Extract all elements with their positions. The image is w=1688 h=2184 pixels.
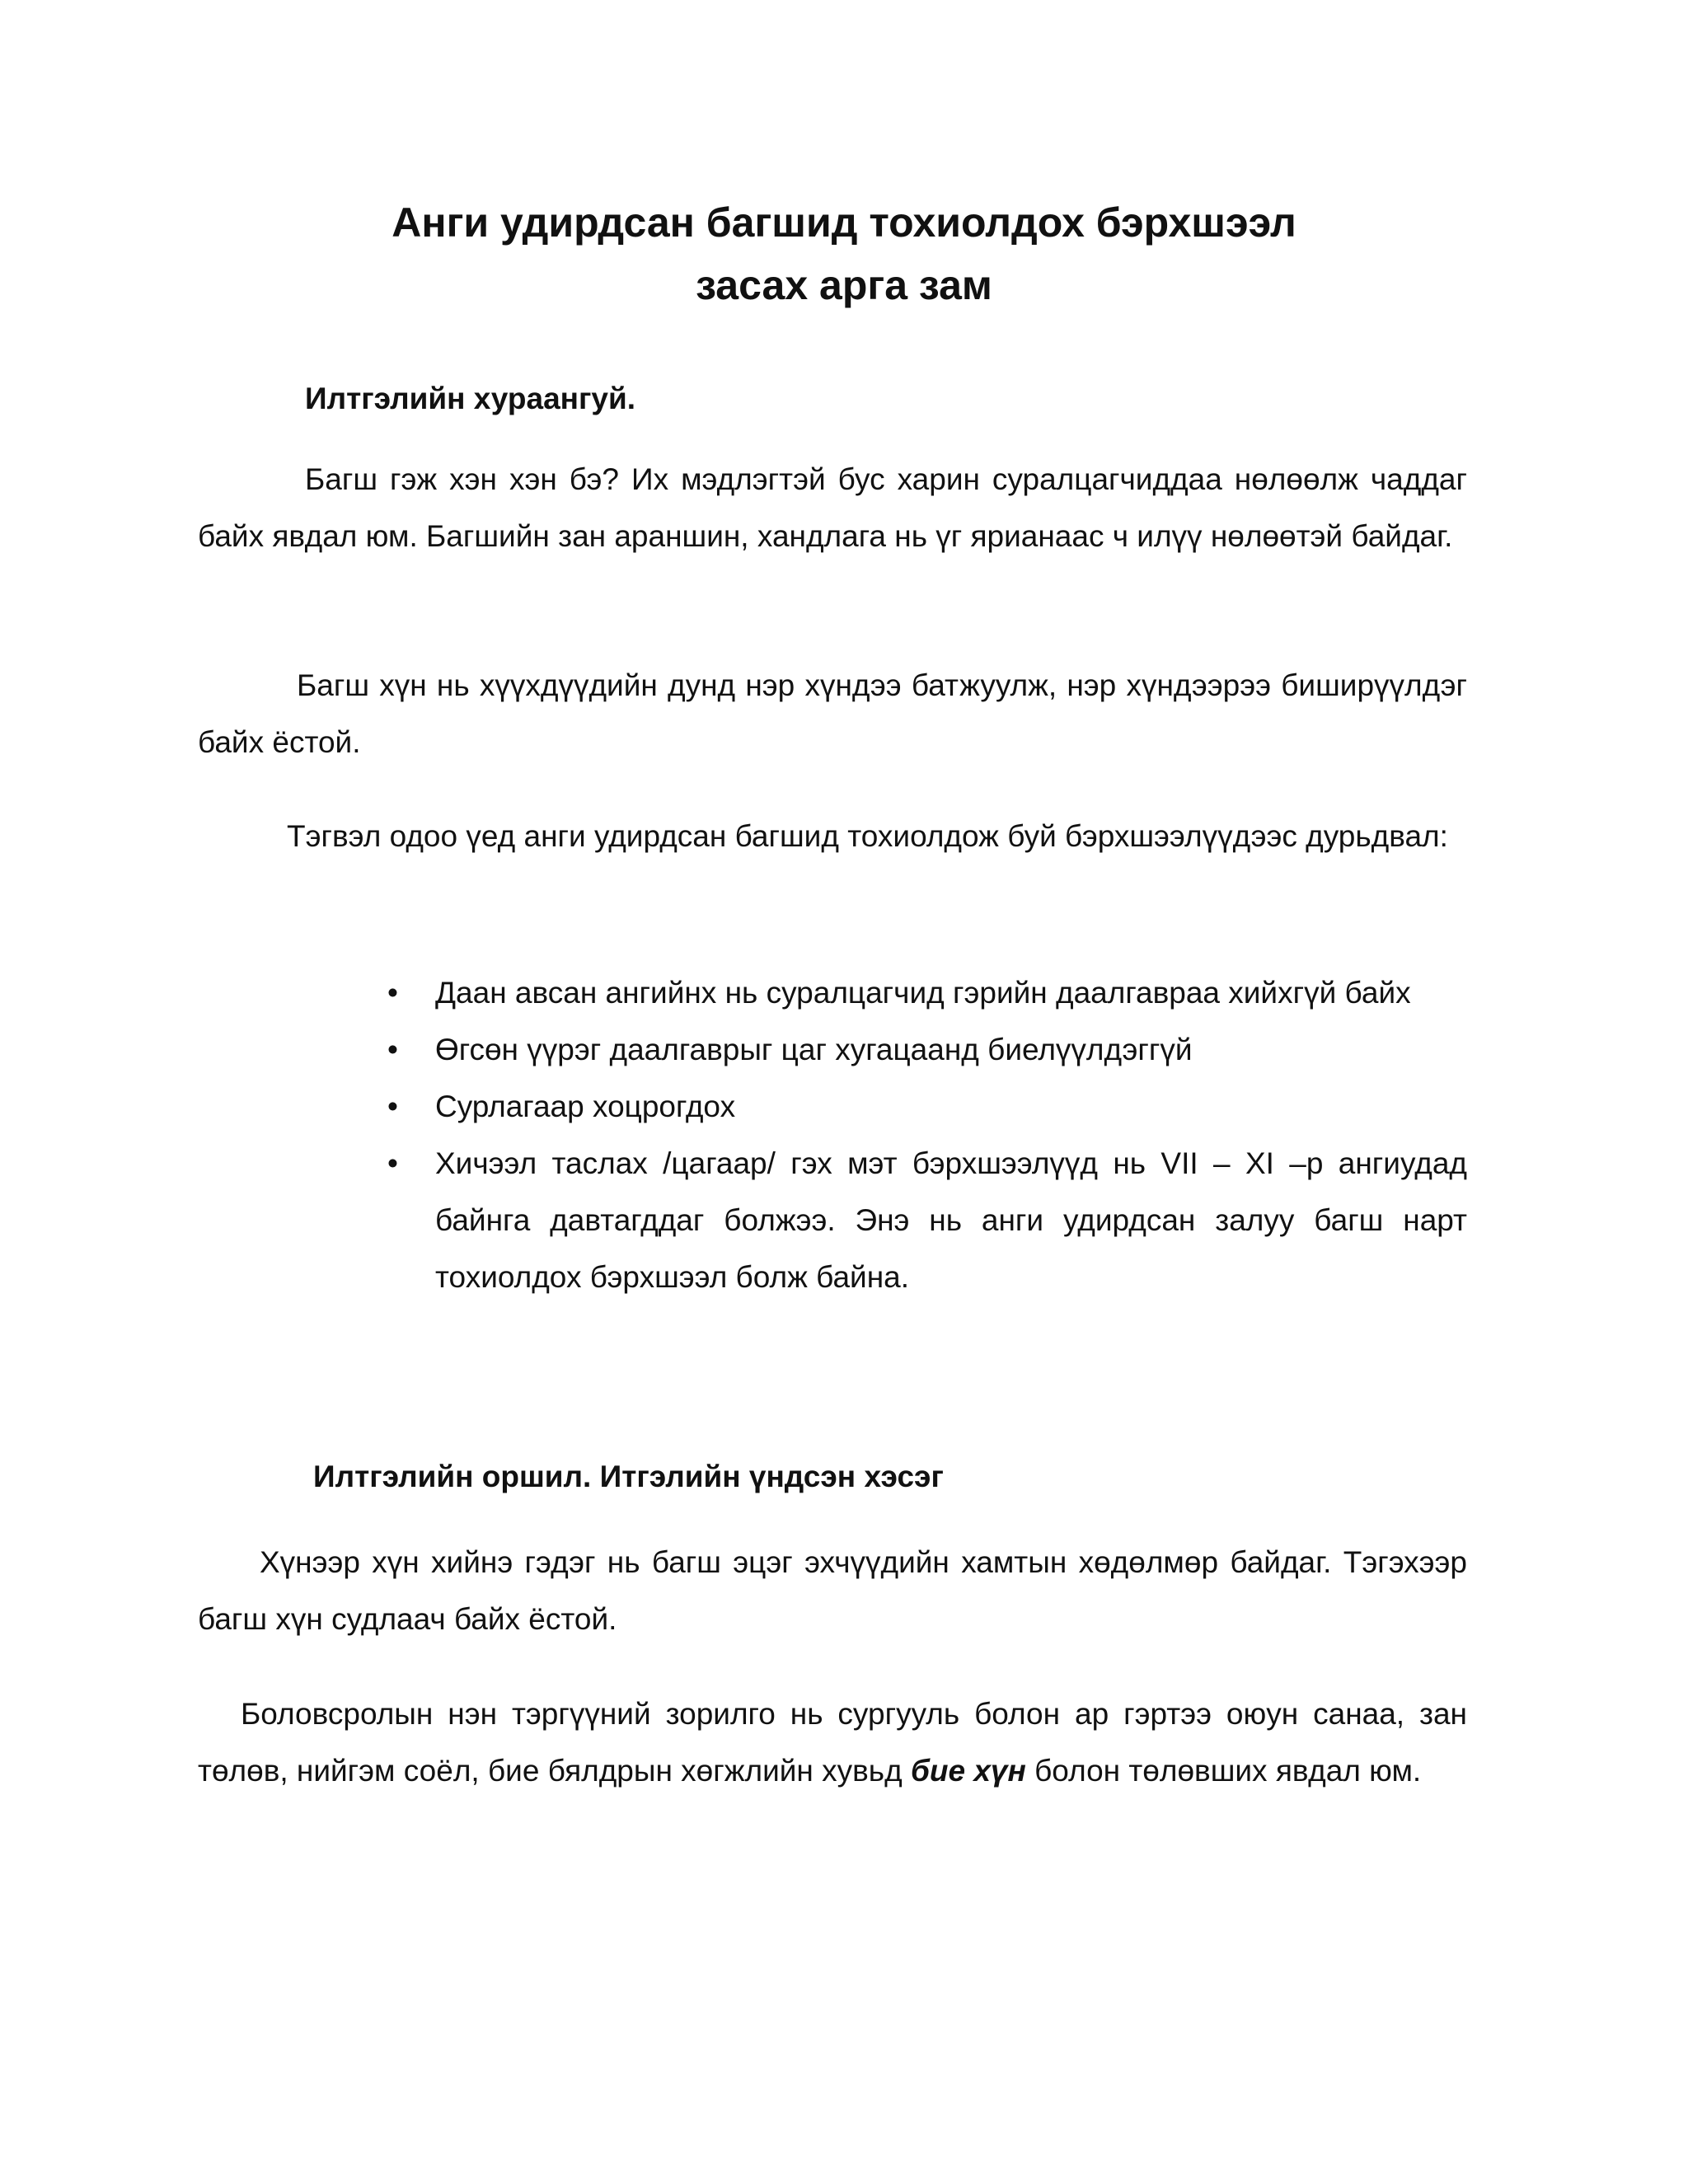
bullet-icon: • bbox=[387, 1146, 398, 1180]
bullet-icon: • bbox=[387, 1090, 398, 1123]
list-item-text: Даан авсан ангийнх нь суралцагчид гэрийн даалгавраа хийхгүй байх bbox=[435, 976, 1411, 1010]
bullet-icon: • bbox=[387, 976, 398, 1010]
summary-paragraph-3 bbox=[198, 808, 1467, 865]
list-item bbox=[387, 1078, 1467, 1135]
intro-paragraph-2-text-end: болон төлөвших явдал юм. bbox=[1025, 1754, 1422, 1788]
bullet-icon: • bbox=[387, 1033, 398, 1066]
intro-paragraph-1 bbox=[198, 1534, 1467, 1647]
summary-heading: Илтгэлийн хураангуй. bbox=[305, 382, 636, 415]
emphasis-text: бие хүн bbox=[910, 1754, 1026, 1788]
list-item bbox=[387, 964, 1467, 1021]
summary-paragraph-2 bbox=[198, 657, 1467, 771]
list-item-text: Хичээл таслах /цагаар/ гэх мэт бэрхшээлүүд нь VII – XI –р ангиудад байнга давтагддаг болжээ. Энэ нь анги удирдсан залуу багш нарт тохиолдох бэрхшээл болж байна. bbox=[435, 1146, 1467, 1294]
title-line-2: засах арга зам bbox=[696, 262, 992, 308]
list-item-text: Сурлагаар хоцрогдох bbox=[435, 1090, 736, 1123]
intro-paragraph-1-text: Хүнээр хүн хийнэ гэдэг нь багш эцэг эхчүүдийн хамтын хөдөлмөр байдаг. Тэгэхээр багш хүн судлаач байх ёстой. bbox=[198, 1545, 1467, 1636]
summary-paragraph-1 bbox=[198, 451, 1467, 565]
list-item bbox=[387, 1135, 1467, 1305]
list-item-text: Өгсөн үүрэг даалгаврыг цаг хугацаанд биелүүлдэггүй bbox=[435, 1033, 1193, 1066]
intro-paragraph-2 bbox=[198, 1685, 1467, 1799]
document-title bbox=[0, 191, 1688, 316]
list-item bbox=[387, 1021, 1467, 1078]
difficulty-list bbox=[387, 964, 1467, 1305]
intro-paragraph-2-text-start: Боловсролын нэн тэргүүний зорилго нь сургууль болон ар гэртээ оюун санаа, зан төлөв, нийгэм соёл, бие бялдрын хөгжлийн хувьд bbox=[198, 1697, 1467, 1788]
intro-heading: Илтгэлийн оршил. Итгэлийн үндсэн хэсэг bbox=[313, 1460, 944, 1493]
summary-paragraph-3-text: Тэгвэл одоо үед анги удирдсан багшид тохиолдож буй бэрхшээлүүдээс дурьдвал: bbox=[287, 819, 1448, 853]
summary-paragraph-1-text: Багш гэж хэн хэн бэ? Их мэдлэгтэй бус харин суралцагчиддаа нөлөөлж чаддаг байх явдал юм. Багшийн зан араншин, хандлага нь үг ярианаас ч илүү нөлөөтэй байдаг. bbox=[198, 462, 1467, 553]
title-line-1: Анги удирдсан багшид тохиолдох бэрхшээл bbox=[392, 199, 1296, 246]
summary-paragraph-2-text: Багш хүн нь хүүхдүүдийн дунд нэр хүндээ батжуулж, нэр хүндээрээ биширүүлдэг байх ёстой. bbox=[198, 668, 1467, 759]
